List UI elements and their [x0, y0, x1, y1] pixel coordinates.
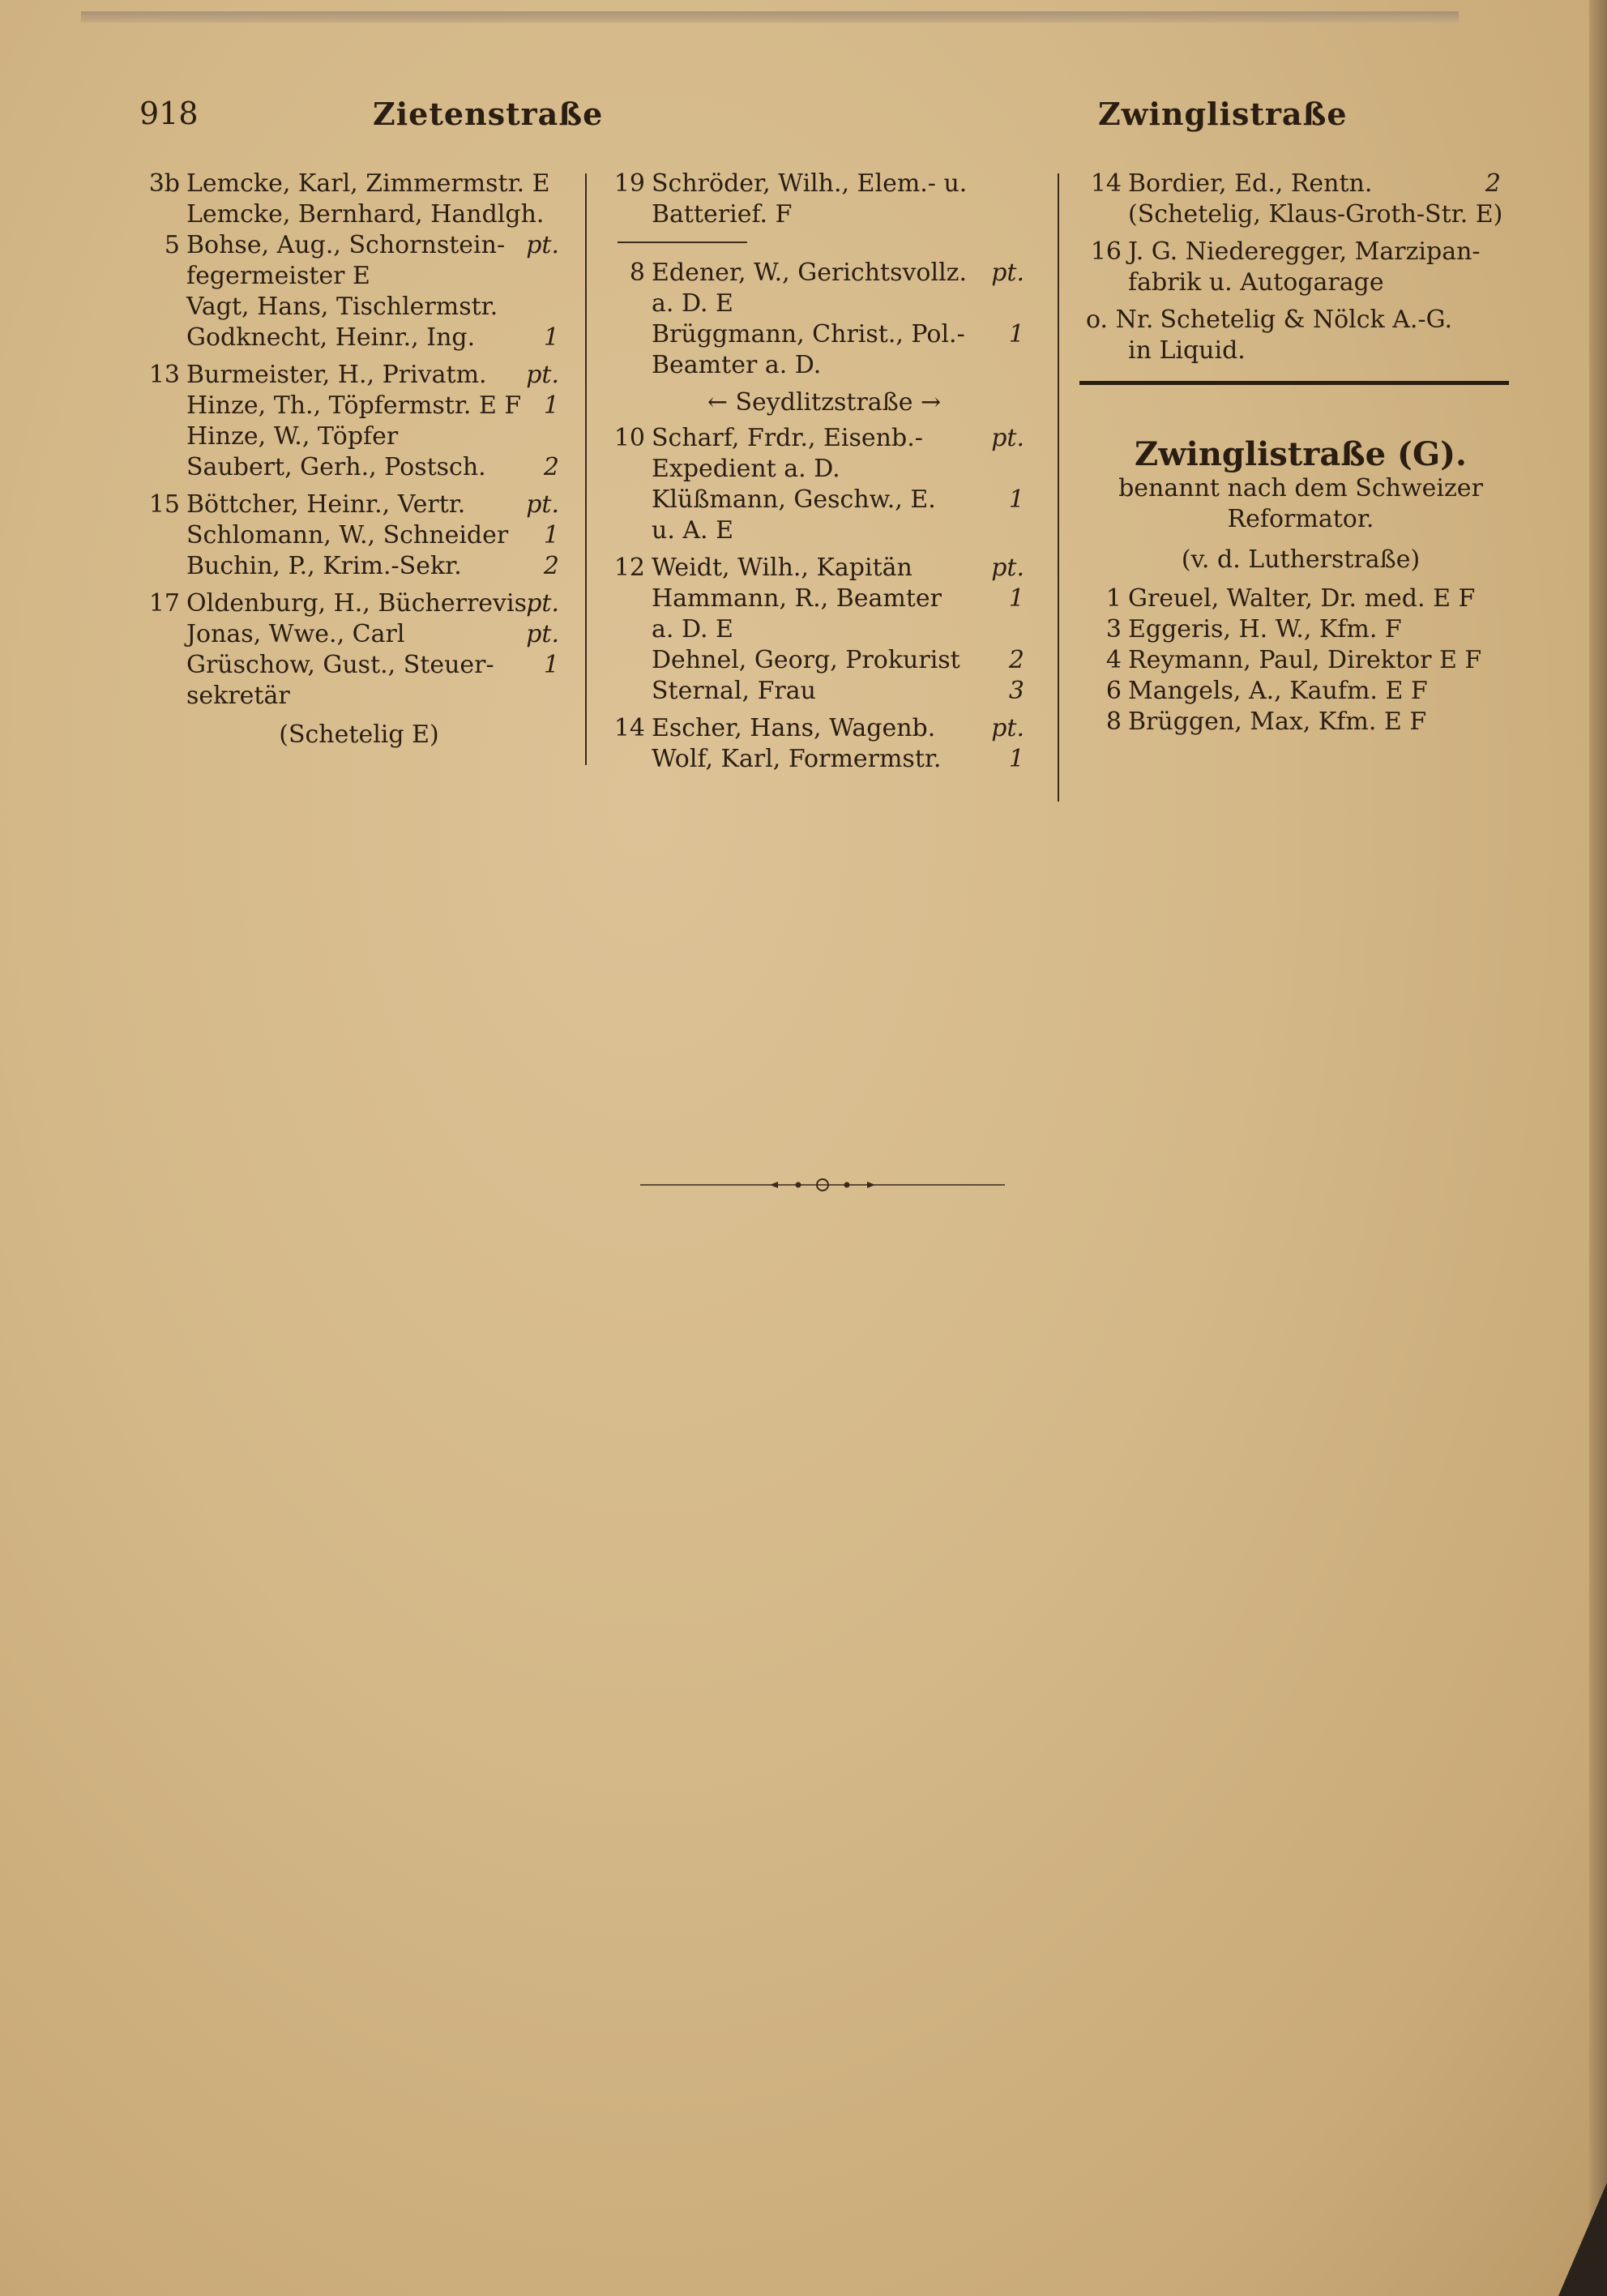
directory-entry	[609, 454, 1039, 485]
resident-name: Dehnel, Georg, Prokurist	[652, 646, 960, 674]
resident-name: sekretär	[186, 682, 290, 710]
directory-entry	[609, 423, 1039, 454]
house-number: 19	[613, 169, 645, 198]
directory-entry	[1086, 707, 1515, 738]
resident-name: Schlomann, W., Schneider	[186, 521, 509, 549]
directory-entry	[144, 360, 574, 391]
resident-name: Oldenburg, H., Bücherrevis.	[186, 589, 535, 618]
column-divider	[585, 173, 587, 765]
entry-list	[1086, 169, 1515, 366]
floor-level: pt.	[526, 361, 559, 389]
house-owner-note: (Schetelig E)	[279, 720, 439, 749]
resident-name: Saubert, Gerh., Postsch.	[186, 453, 486, 481]
resident-name: Sternal, Frau	[652, 677, 816, 705]
directory-entry	[609, 713, 1039, 744]
house-separator	[618, 242, 747, 243]
directory-entry	[609, 553, 1039, 584]
directory-entry	[144, 421, 574, 452]
resident-name: Beamter a. D.	[652, 351, 822, 379]
house-number: 3b	[148, 169, 180, 198]
street-heading: Zwinglistraße (G).	[1135, 435, 1467, 473]
house-number: 3	[1105, 615, 1122, 643]
directory-entry	[609, 319, 1039, 350]
floor-level: 1	[1008, 320, 1024, 348]
house-number: 15	[148, 490, 180, 519]
directory-entry	[609, 485, 1039, 515]
resident-name: fabrik u. Autogarage	[1128, 268, 1384, 297]
street-origin: (v. d. Lutherstraße)	[1181, 545, 1421, 574]
column-divider	[1058, 173, 1059, 802]
resident-name: Wolf, Karl, Formermstr.	[652, 745, 942, 773]
floor-level: 1	[543, 651, 559, 679]
floor-level: 2	[543, 552, 559, 580]
resident-name: Eggeris, H. W., Kfm. F	[1128, 615, 1402, 643]
directory-entry	[1086, 645, 1515, 676]
directory-entry	[144, 490, 574, 520]
directory-entry	[144, 551, 574, 582]
resident-name: Expedient a. D.	[652, 455, 840, 483]
directory-entry	[1086, 614, 1515, 645]
resident-name: Godknecht, Heinr., Ing.	[186, 323, 476, 352]
resident-name: Brüggmann, Christ., Pol.-	[652, 320, 965, 348]
directory-entry	[609, 258, 1039, 289]
running-header-right: Zwinglistraße	[1098, 96, 1348, 132]
directory-entry	[609, 744, 1039, 775]
directory-entry	[144, 619, 574, 650]
directory-entry	[1086, 305, 1515, 336]
floor-level: pt.	[991, 714, 1024, 742]
resident-name: Lemcke, Karl, Zimmermstr. E	[186, 169, 550, 198]
floor-level: pt.	[526, 620, 559, 648]
floor-level: 1	[1008, 584, 1024, 613]
directory-entry	[1086, 267, 1515, 298]
page-right-edge	[1589, 0, 1607, 2296]
directory-entry	[1086, 676, 1515, 707]
floor-level: pt.	[991, 424, 1024, 452]
directory-entry	[609, 515, 1039, 546]
resident-name: Buchin, P., Krim.-Sekr.	[186, 552, 462, 580]
directory-entry	[144, 391, 574, 421]
resident-name: Greuel, Walter, Dr. med. E F	[1128, 584, 1476, 613]
section-divider	[1079, 381, 1509, 385]
resident-name: Reymann, Paul, Direktor E F	[1128, 646, 1482, 674]
resident-name: fegermeister E	[186, 262, 370, 290]
directory-entry	[144, 323, 574, 353]
entry-list	[609, 258, 1039, 381]
house-number: 17	[148, 589, 180, 618]
entry-list	[1086, 584, 1515, 738]
house-number: 16	[1090, 237, 1122, 266]
resident-name: Hammann, R., Beamter	[652, 584, 942, 613]
column-2	[609, 169, 1039, 775]
resident-name: J. G. Niederegger, Marzipan-	[1128, 237, 1481, 266]
resident-name: Hinze, Th., Töpfermstr. E F	[186, 391, 522, 420]
directory-entry	[144, 588, 574, 619]
house-number: 1	[1105, 584, 1122, 613]
resident-name: u. A. E	[652, 516, 734, 545]
directory-entry	[1086, 169, 1515, 199]
page-top-edge	[81, 11, 1459, 23]
directory-entry	[609, 199, 1039, 230]
house-number: 6	[1105, 677, 1122, 705]
page-corner-shadow	[1558, 2183, 1607, 2296]
house-number: 12	[613, 554, 645, 582]
directory-entry	[1086, 584, 1515, 614]
resident-name: Weidt, Wilh., Kapitän	[652, 554, 912, 582]
directory-entry	[609, 350, 1039, 381]
directory-entry	[1086, 199, 1515, 230]
street-description: benannt nach dem Schweizer	[1118, 474, 1483, 502]
house-number: o. Nr.	[1086, 306, 1154, 334]
resident-name: Edener, W., Gerichtsvollz.	[652, 259, 968, 287]
resident-name: Batterief. F	[652, 200, 793, 229]
directory-entry	[609, 169, 1039, 199]
resident-name: Schröder, Wilh., Elem.- u.	[652, 169, 968, 198]
floor-level: 1	[1008, 485, 1024, 514]
directory-entry	[144, 292, 574, 323]
directory-entry	[144, 452, 574, 483]
resident-name: Hinze, W., Töpfer	[186, 422, 399, 451]
floor-level: pt.	[526, 231, 559, 259]
floor-level: pt.	[991, 554, 1024, 582]
directory-entry	[144, 199, 574, 230]
resident-name: Bordier, Ed., Rentn.	[1128, 169, 1373, 198]
directory-entry	[609, 584, 1039, 614]
house-number: 13	[148, 361, 180, 389]
directory-entry	[1086, 336, 1515, 366]
resident-name: Klüßmann, Geschw., E.	[652, 485, 936, 514]
directory-entry	[144, 169, 574, 199]
house-number: 8	[629, 259, 645, 287]
floor-level: pt.	[526, 490, 559, 519]
resident-name: Vagt, Hans, Tischlermstr.	[186, 293, 498, 321]
house-number: 14	[1090, 169, 1122, 198]
floor-level: 1	[543, 391, 559, 420]
resident-name: Grüschow, Gust., Steuer-	[186, 651, 494, 679]
house-number: 5	[164, 231, 180, 259]
floor-level: 2	[1485, 169, 1501, 198]
entry-list	[609, 169, 1039, 230]
house-number: 4	[1105, 646, 1122, 674]
column-3	[1086, 169, 1515, 738]
floor-level: pt.	[526, 589, 559, 618]
resident-name: Jonas, Wwe., Carl	[186, 620, 405, 648]
directory-entry	[609, 614, 1039, 645]
resident-name: Burmeister, H., Privatm.	[186, 361, 487, 389]
floor-level: 2	[1008, 646, 1024, 674]
directory-entry	[144, 261, 574, 292]
resident-name: a. D. E	[652, 289, 733, 318]
floor-level: 2	[543, 453, 559, 481]
directory-entry	[609, 645, 1039, 676]
cross-street: ← Seydlitzstraße →	[707, 388, 942, 417]
resident-name: Böttcher, Heinr., Vertr.	[186, 490, 466, 519]
directory-entry	[1086, 237, 1515, 267]
resident-name: Lemcke, Bernhard, Handlgh.	[186, 200, 545, 229]
floor-level: 1	[543, 521, 559, 549]
running-header-left: Zietenstraße	[373, 96, 604, 132]
directory-entry	[609, 676, 1039, 707]
resident-name: (Schetelig, Klaus-Groth-Str. E)	[1128, 200, 1503, 229]
house-number: 8	[1105, 708, 1122, 736]
house-number: 14	[613, 714, 645, 742]
directory-entry	[144, 520, 574, 551]
directory-entry	[144, 230, 574, 261]
directory-entry	[609, 289, 1039, 319]
resident-name: in Liquid.	[1128, 336, 1246, 365]
entry-list	[144, 169, 574, 712]
page-number: 918	[139, 96, 199, 131]
floor-level: pt.	[991, 259, 1024, 287]
street-description: Reformator.	[1227, 505, 1374, 533]
resident-name: Bohse, Aug., Schornstein-	[186, 231, 506, 259]
house-number: 10	[613, 424, 645, 452]
resident-name: Mangels, A., Kaufm. E F	[1128, 677, 1428, 705]
resident-name: a. D. E	[652, 615, 733, 643]
end-ornament	[640, 1177, 1005, 1193]
directory-entry	[144, 650, 574, 681]
resident-name: Brüggen, Max, Kfm. E F	[1128, 708, 1427, 736]
resident-name: Scharf, Frdr., Eisenb.-	[652, 424, 923, 452]
entry-list	[609, 423, 1039, 775]
resident-name: Schetelig & Nölck A.-G.	[1160, 306, 1453, 334]
floor-level: 3	[1008, 677, 1024, 705]
directory-entry	[144, 681, 574, 712]
column-1	[144, 169, 574, 750]
resident-name: Escher, Hans, Wagenb.	[652, 714, 936, 742]
floor-level: 1	[1008, 745, 1024, 773]
floor-level: 1	[543, 323, 559, 352]
